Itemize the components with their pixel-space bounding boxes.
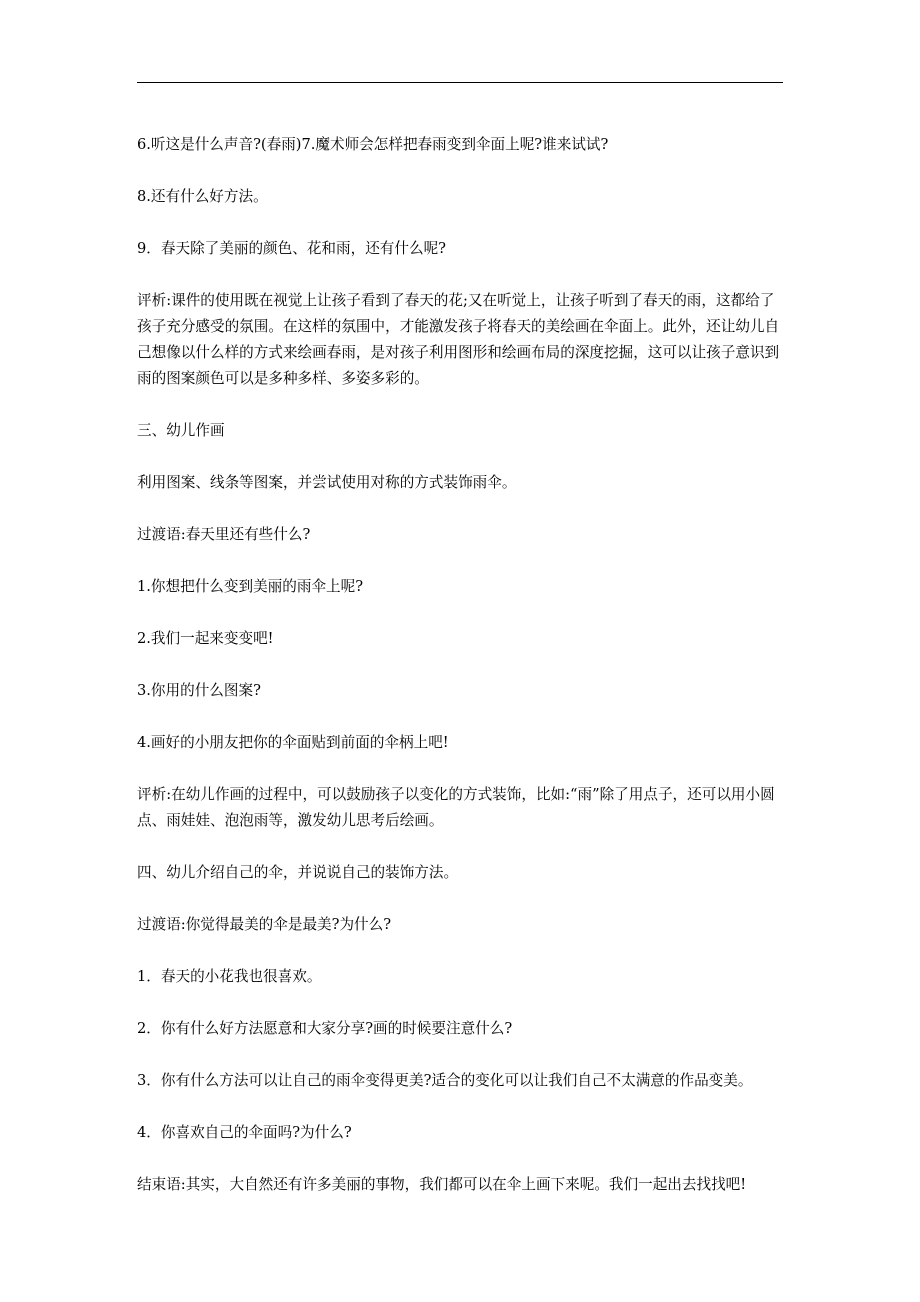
document-body	[137, 132, 785, 1224]
paragraph-question-4: 4．你喜欢自己的伞面吗?为什么?	[137, 1124, 352, 1141]
paragraph-question-3: 3．你有什么方法可以让自己的雨伞变得更美?适合的变化可以让我们自己不太满意的作品变美。	[137, 1072, 753, 1089]
paragraph-q6-q7: 6.听这是什么声音?(春雨)7.魔术师会怎样把春雨变到伞面上呢?谁来试试?	[137, 136, 609, 153]
paragraph-item-1: 1.你想把什么变到美丽的雨伞上呢?	[137, 578, 364, 595]
section-heading-3: 三、幼儿作画	[137, 422, 225, 439]
paragraph-closing: 结束语:其实，大自然还有许多美丽的事物，我们都可以在伞上画下来呢。我们一起出去找找吧!	[137, 1176, 747, 1193]
paragraph-commentary-1: 评析:课件的使用既在视觉上让孩子看到了春天的花;又在听觉上，让孩子听到了春天的雨，这都给了孩子充分感受的氛围。在这样的氛围中，才能激发孩子将春天的美绘画在伞面上。此外，还让幼儿自己想像以什么样的方式来绘画春雨，是对孩子利用图形和绘画布局的深度挖掘，这可以让孩子意识到雨的图案颜色可以是多种多样、多姿多彩的。	[137, 292, 780, 387]
paragraph-item-4: 4.画好的小朋友把你的伞面贴到前面的伞柄上吧!	[137, 734, 449, 751]
paragraph-item-3: 3.你用的什么图案?	[137, 682, 261, 699]
section-heading-4: 四、幼儿介绍自己的伞，并说说自己的装饰方法。	[137, 864, 459, 881]
paragraph-transition-1: 过渡语:春天里还有些什么?	[137, 526, 311, 543]
paragraph-drawing-instruction: 利用图案、线条等图案，并尝试使用对称的方式装饰雨伞。	[137, 474, 517, 491]
header-rule	[137, 82, 783, 83]
paragraph-question-1: 1．春天的小花我也很喜欢。	[137, 968, 322, 985]
paragraph-transition-2: 过渡语:你觉得最美的伞是最美?为什么?	[137, 916, 392, 933]
paragraph-commentary-2: 评析:在幼儿作画的过程中，可以鼓励孩子以变化的方式装饰，比如:“雨”除了用点子，还可以用小圆点、雨娃娃、泡泡雨等，激发幼儿思考后绘画。	[137, 786, 775, 829]
paragraph-item-2: 2.我们一起来变变吧!	[137, 630, 274, 647]
paragraph-question-2: 2．你有什么好方法愿意和大家分享?画的时候要注意什么?	[137, 1020, 513, 1037]
paragraph-q9: 9．春天除了美丽的颜色、花和雨，还有什么呢?	[137, 240, 446, 257]
paragraph-q8: 8.还有什么好方法。	[137, 188, 268, 205]
